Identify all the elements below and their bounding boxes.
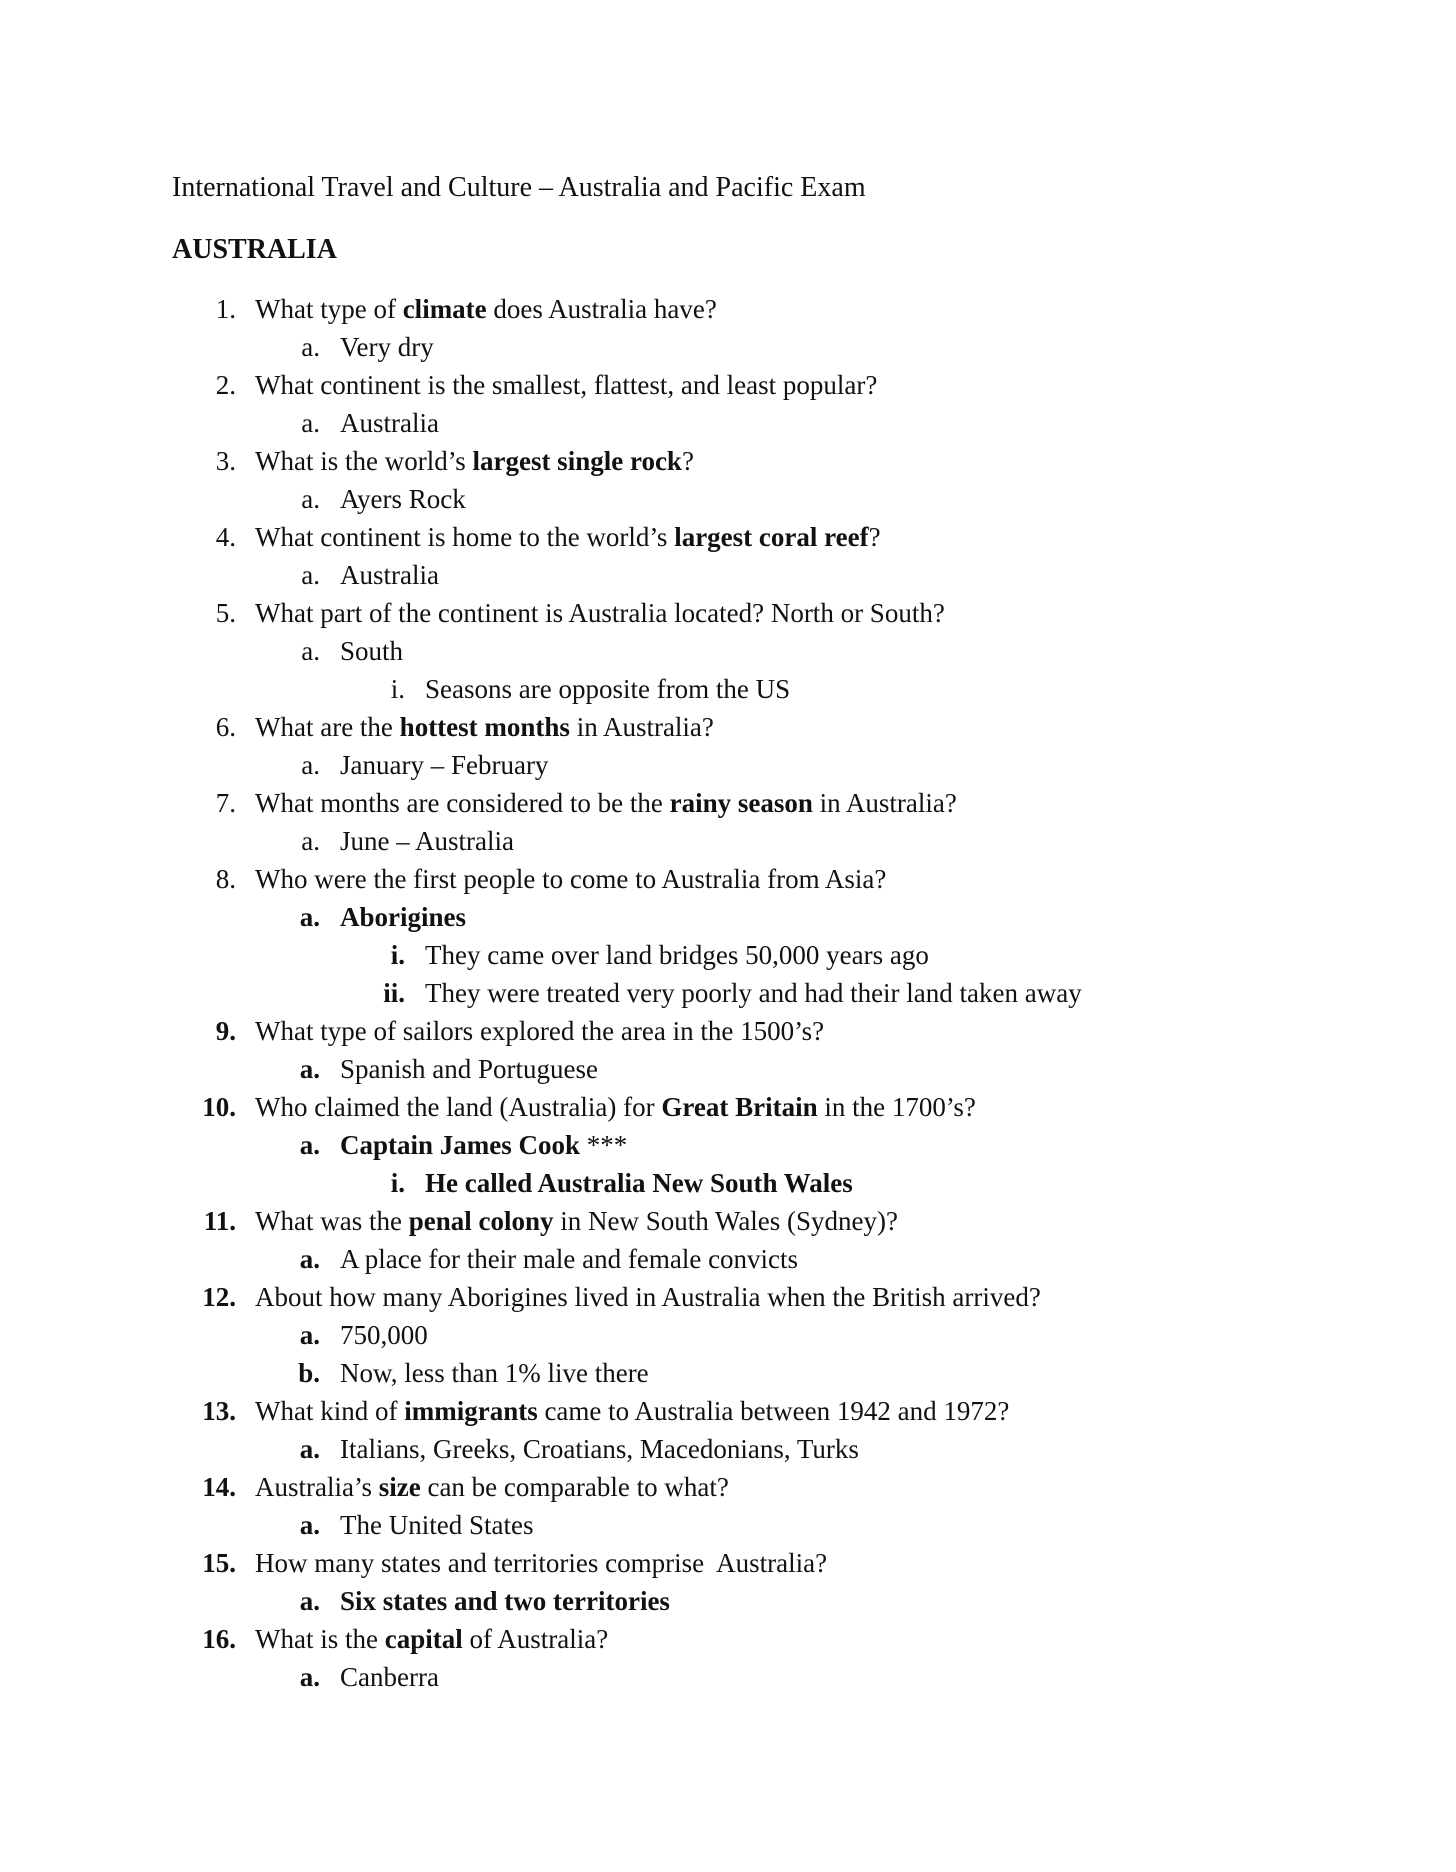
line-text — [255, 1088, 976, 1126]
bold-text: Great Britain — [661, 1092, 818, 1122]
text-segment: Seasons are opposite from the US — [425, 674, 791, 704]
answer-line — [0, 1354, 1456, 1392]
list-marker: 6. — [215, 712, 236, 742]
list-marker: 11. — [203, 1206, 236, 1236]
text-segment: in New South Wales (Sydney)? — [553, 1206, 899, 1236]
line-text — [425, 670, 790, 708]
answer-line — [0, 1506, 1456, 1544]
line-text — [255, 442, 694, 480]
bold-text: Six states and two territories — [340, 1586, 670, 1616]
bold-text: He called Australia New South Wales — [425, 1168, 853, 1198]
question-line — [0, 1544, 1456, 1582]
question-line — [0, 366, 1456, 404]
sub-answer-line — [0, 974, 1456, 1012]
line-text — [255, 1544, 827, 1582]
line-text — [340, 746, 548, 784]
answer-line — [0, 328, 1456, 366]
question-line — [0, 442, 1456, 480]
line-text — [255, 1468, 729, 1506]
text-segment: Italians, Greeks, Croatians, Macedonians, Turks — [340, 1434, 859, 1464]
line-text — [255, 1620, 608, 1658]
list-marker: i. — [390, 1168, 405, 1198]
line-text — [340, 822, 514, 860]
text-segment: They came over land bridges 50,000 years ago — [425, 940, 929, 970]
answer-line — [0, 746, 1456, 784]
text-segment: in the 1700’s? — [817, 1092, 976, 1122]
line-text — [340, 556, 439, 594]
list-marker: 5. — [215, 598, 236, 628]
question-line — [0, 518, 1456, 556]
line-text — [340, 1506, 533, 1544]
answer-line — [0, 1240, 1456, 1278]
answer-line — [0, 1316, 1456, 1354]
text-segment: does Australia have? — [486, 294, 717, 324]
text-segment: ? — [681, 446, 694, 476]
bold-text: size — [378, 1472, 421, 1502]
list-marker: a. — [299, 1586, 320, 1616]
line-text — [340, 480, 466, 518]
list-marker: a. — [301, 560, 320, 590]
text-segment: South — [340, 636, 404, 666]
answer-line — [0, 1050, 1456, 1088]
text-segment: June – Australia — [340, 826, 514, 856]
text-segment: What type of sailors explored the area in the 1500’s? — [255, 1016, 825, 1046]
answer-line — [0, 1126, 1456, 1164]
question-line — [0, 1202, 1456, 1240]
text-segment: *** — [580, 1130, 628, 1160]
question-line — [0, 1012, 1456, 1050]
line-text — [255, 1278, 1041, 1316]
text-segment: What was the — [255, 1206, 409, 1236]
line-text — [255, 860, 886, 898]
question-line — [0, 1620, 1456, 1658]
list-marker: a. — [299, 1320, 320, 1350]
text-segment: What is the world’s — [255, 446, 473, 476]
text-segment: Now, less than 1% live there — [340, 1358, 649, 1388]
question-line — [0, 1392, 1456, 1430]
bold-text: largest coral reef — [674, 522, 869, 552]
text-segment: came to Australia between 1942 and 1972? — [537, 1396, 1010, 1426]
list-marker: 3. — [215, 446, 236, 476]
line-text — [340, 1050, 598, 1088]
bold-text: penal colony — [408, 1206, 554, 1236]
line-text — [340, 328, 434, 366]
line-text — [255, 1012, 824, 1050]
question-line — [0, 594, 1456, 632]
text-segment: About how many Aborigines lived in Australia when the British arrived? — [255, 1282, 1041, 1312]
bold-text: capital — [384, 1624, 463, 1654]
line-text — [425, 1164, 853, 1202]
list-marker: 7. — [215, 788, 236, 818]
question-line — [0, 1278, 1456, 1316]
list-marker: 12. — [202, 1282, 236, 1312]
text-segment: What months are considered to be the — [255, 788, 670, 818]
text-segment: Spanish and Portuguese — [340, 1054, 598, 1084]
list-marker: a. — [299, 1244, 320, 1274]
line-text — [255, 1202, 898, 1240]
line-text — [340, 1658, 439, 1696]
list-marker: 10. — [202, 1092, 236, 1122]
list-marker: a. — [301, 484, 320, 514]
text-segment: What is the — [255, 1624, 385, 1654]
text-segment: What part of the continent is Australia located? North or South? — [255, 598, 945, 628]
bold-text: hottest months — [399, 712, 570, 742]
line-text — [340, 1240, 798, 1278]
list-marker: i. — [390, 674, 405, 704]
line-text — [340, 898, 466, 936]
list-marker: a. — [301, 636, 320, 666]
text-segment: A place for their male and female convicts — [340, 1244, 799, 1274]
bold-text: rainy season — [669, 788, 813, 818]
line-text — [340, 1430, 859, 1468]
bold-text: climate — [402, 294, 487, 324]
line-text — [340, 404, 439, 442]
line-text — [255, 784, 957, 822]
question-line — [0, 290, 1456, 328]
list-marker: 15. — [202, 1548, 236, 1578]
sub-answer-line — [0, 936, 1456, 974]
text-segment: What are the — [255, 712, 400, 742]
sub-answer-line — [0, 1164, 1456, 1202]
text-segment: Ayers Rock — [340, 484, 466, 514]
question-line — [0, 708, 1456, 746]
text-segment: Who claimed the land (Australia) for — [255, 1092, 662, 1122]
text-segment: Who were the first people to come to Australia from Asia? — [255, 864, 887, 894]
text-segment: ? — [868, 522, 881, 552]
list-marker: a. — [301, 408, 320, 438]
list-marker: a. — [301, 750, 320, 780]
text-segment: Canberra — [340, 1662, 439, 1692]
line-text — [255, 1392, 1009, 1430]
list-marker: a. — [299, 1434, 320, 1464]
list-marker: a. — [299, 1054, 320, 1084]
line-text — [255, 290, 717, 328]
list-marker: b. — [298, 1358, 320, 1388]
question-line — [0, 860, 1456, 898]
list-marker: 16. — [202, 1624, 236, 1654]
list-marker: a. — [299, 1510, 320, 1540]
list-marker: a. — [299, 1662, 320, 1692]
text-segment: in Australia? — [812, 788, 957, 818]
answer-line — [0, 556, 1456, 594]
question-list — [0, 290, 1456, 1696]
text-segment: Australia — [340, 560, 439, 590]
list-marker: 8. — [215, 864, 236, 894]
text-segment: How many states and territories comprise Australia? — [255, 1548, 828, 1578]
line-text — [255, 594, 945, 632]
text-segment: What kind of — [255, 1396, 405, 1426]
line-text — [425, 974, 1082, 1012]
text-segment: The United States — [340, 1510, 534, 1540]
text-segment: 750,000 — [340, 1320, 428, 1350]
list-marker: 14. — [202, 1472, 236, 1502]
question-line — [0, 1468, 1456, 1506]
line-text — [340, 1354, 649, 1392]
sub-answer-line — [0, 670, 1456, 708]
list-marker: 4. — [215, 522, 236, 552]
answer-line — [0, 898, 1456, 936]
list-marker: ii. — [383, 978, 405, 1008]
answer-line — [0, 632, 1456, 670]
list-marker: a. — [301, 332, 320, 362]
answer-line — [0, 1582, 1456, 1620]
answer-line — [0, 1430, 1456, 1468]
line-text — [255, 518, 881, 556]
line-text — [340, 632, 403, 670]
text-segment: Very dry — [340, 332, 434, 362]
text-segment: What continent is the smallest, flattest, and least popular? — [255, 370, 878, 400]
text-segment: can be comparable to what? — [420, 1472, 729, 1502]
line-text — [425, 936, 929, 974]
bold-text: Aborigines — [340, 902, 467, 932]
question-line — [0, 784, 1456, 822]
question-line — [0, 1088, 1456, 1126]
bold-text: Captain James Cook — [340, 1130, 581, 1160]
line-text — [255, 366, 877, 404]
text-segment: What continent is home to the world’s — [255, 522, 675, 552]
bold-text: immigrants — [404, 1396, 538, 1426]
text-segment: Australia — [340, 408, 439, 438]
list-marker: i. — [390, 940, 405, 970]
answer-line — [0, 404, 1456, 442]
answer-line — [0, 822, 1456, 860]
text-segment: in Australia? — [569, 712, 714, 742]
document-title: International Travel and Culture – Australia and Pacific Exam — [172, 172, 866, 203]
answer-line — [0, 480, 1456, 518]
answer-line — [0, 1658, 1456, 1696]
text-segment: They were treated very poorly and had their land taken away — [425, 978, 1082, 1008]
text-segment: Australia’s — [255, 1472, 379, 1502]
bold-text: largest single rock — [472, 446, 682, 476]
list-marker: 2. — [215, 370, 236, 400]
text-segment: January – February — [340, 750, 549, 780]
list-marker: a. — [299, 902, 320, 932]
line-text — [255, 708, 714, 746]
list-marker: 13. — [202, 1396, 236, 1426]
text-segment: of Australia? — [462, 1624, 609, 1654]
line-text — [340, 1126, 627, 1164]
list-marker: 9. — [215, 1016, 236, 1046]
list-marker: 1. — [215, 294, 236, 324]
line-text — [340, 1582, 670, 1620]
line-text — [340, 1316, 428, 1354]
list-marker: a. — [301, 826, 320, 856]
list-marker: a. — [299, 1130, 320, 1160]
text-segment: What type of — [255, 294, 403, 324]
section-heading: AUSTRALIA — [172, 234, 337, 265]
